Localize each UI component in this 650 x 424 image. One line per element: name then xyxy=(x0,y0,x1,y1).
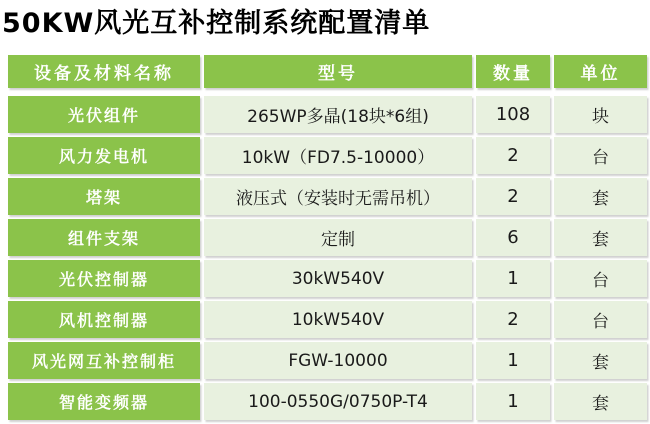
row-unit-cell: 套 xyxy=(554,383,647,420)
row-qty-cell: 2 xyxy=(476,137,550,174)
row-name-cell: 塔架 xyxy=(8,178,200,215)
row-unit-cell: 台 xyxy=(554,260,647,297)
row-qty-cell: 108 xyxy=(476,96,550,133)
row-unit-cell: 台 xyxy=(554,137,647,174)
row-model-cell: 265WP多晶(18块*6组) xyxy=(204,96,472,133)
row-model-cell: FGW-10000 xyxy=(204,342,472,379)
row-name-cell: 智能变频器 xyxy=(8,383,200,420)
row-model-cell: 10kW（FD7.5-10000） xyxy=(204,137,472,174)
row-qty-cell: 2 xyxy=(476,178,550,215)
config-table xyxy=(8,55,647,420)
row-unit-cell: 套 xyxy=(554,342,647,379)
row-model-cell: 10kW540V xyxy=(204,301,472,338)
column-header-model: 型号 xyxy=(204,55,472,88)
column-header-name: 设备及材料名称 xyxy=(8,55,200,88)
row-name-cell: 风力发电机 xyxy=(8,137,200,174)
row-name-cell: 风机控制器 xyxy=(8,301,200,338)
row-unit-cell: 台 xyxy=(554,301,647,338)
row-unit-cell: 块 xyxy=(554,96,647,133)
column-header-qty: 数量 xyxy=(476,55,550,88)
row-name-cell: 风光网互补控制柜 xyxy=(8,342,200,379)
row-model-cell: 定制 xyxy=(204,219,472,256)
row-qty-cell: 6 xyxy=(476,219,550,256)
row-qty-cell: 1 xyxy=(476,383,550,420)
column-header-unit: 单位 xyxy=(554,55,647,88)
row-qty-cell: 2 xyxy=(476,301,550,338)
row-name-cell: 组件支架 xyxy=(8,219,200,256)
row-model-cell: 30kW540V xyxy=(204,260,472,297)
page-title: 50KW风光互补控制系统配置清单 xyxy=(2,8,431,39)
row-model-cell: 液压式（安装时无需吊机） xyxy=(204,178,472,215)
row-unit-cell: 套 xyxy=(554,219,647,256)
row-qty-cell: 1 xyxy=(476,260,550,297)
row-model-cell: 100-0550G/0750P-T4 xyxy=(204,383,472,420)
row-qty-cell: 1 xyxy=(476,342,550,379)
row-name-cell: 光伏组件 xyxy=(8,96,200,133)
row-name-cell: 光伏控制器 xyxy=(8,260,200,297)
row-unit-cell: 套 xyxy=(554,178,647,215)
